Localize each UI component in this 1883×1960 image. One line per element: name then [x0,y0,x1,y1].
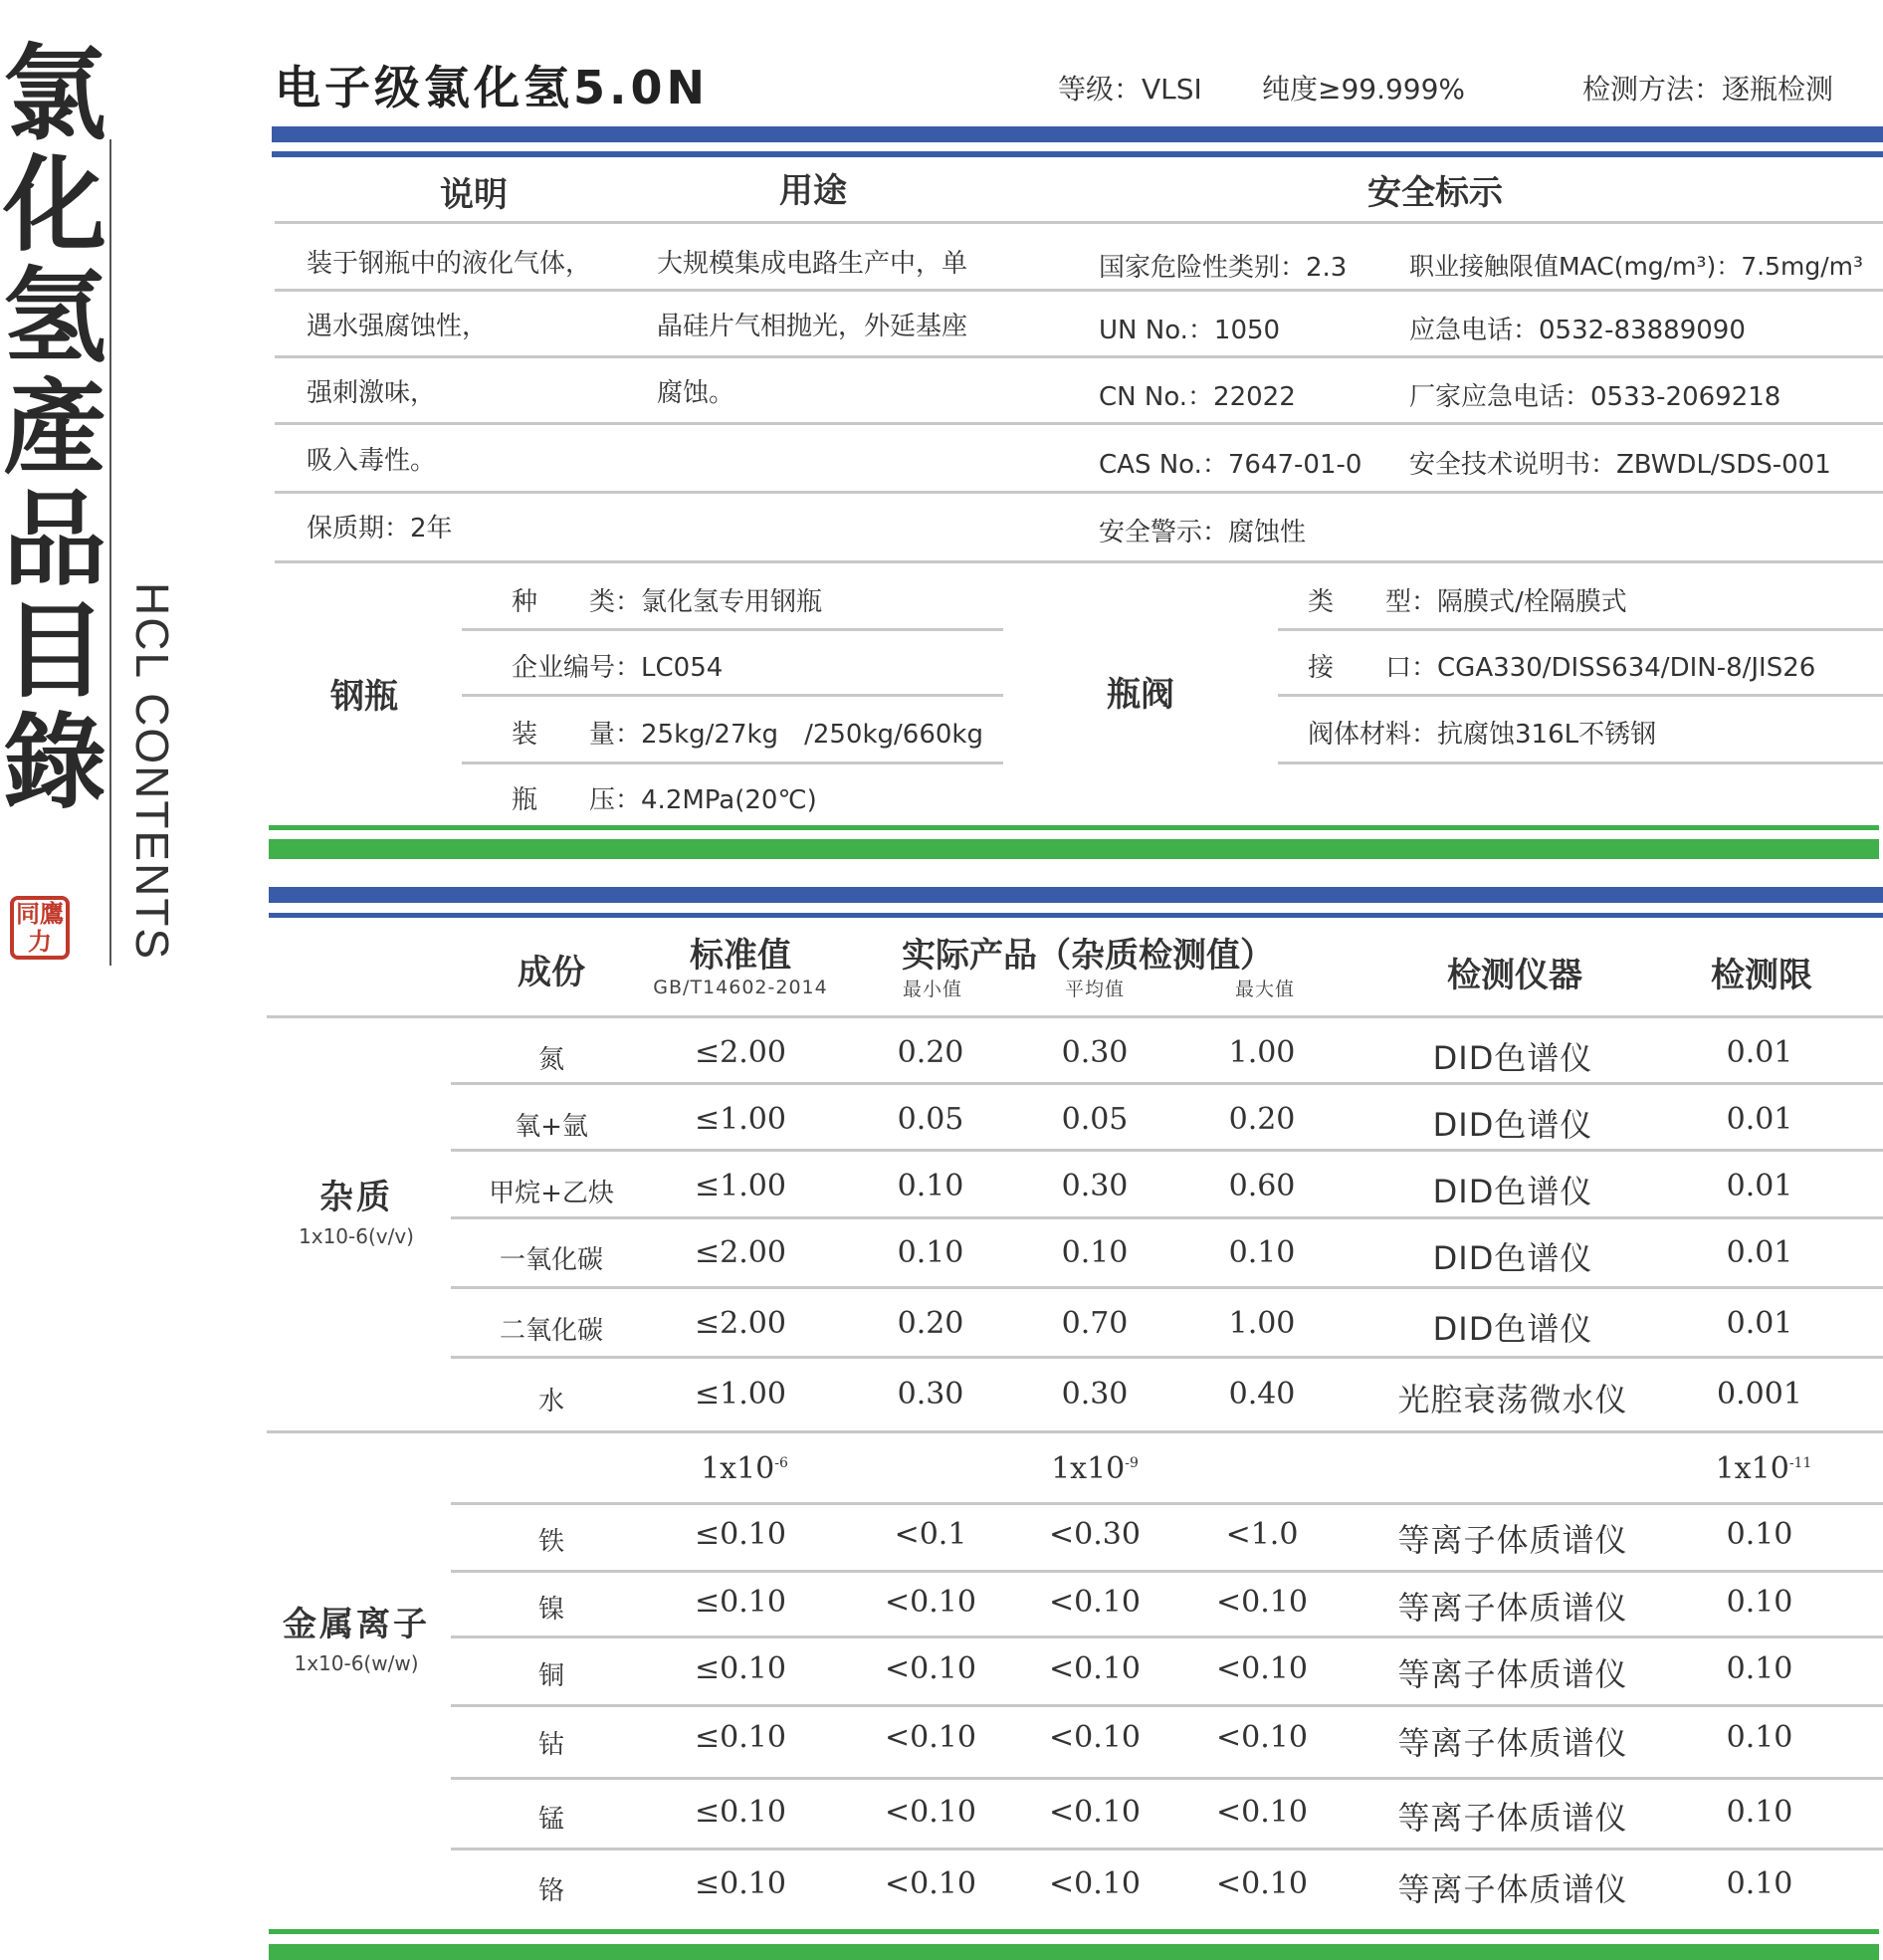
col-header-component: 成份 [518,953,585,992]
cell-limit: 0.10 [1726,1517,1793,1552]
cell-avg: <0.10 [1049,1585,1141,1620]
sidebar-subtitle: HCL CONTENTS [126,582,178,962]
sidebar-title-char: 氯 [2,32,106,154]
divider [451,1635,1883,1638]
cell-min: 0.05 [897,1102,964,1137]
divider [1278,694,1883,697]
cell-standard: ≤1.00 [695,1102,786,1137]
unit-exp: -11 [1788,1455,1812,1471]
cell-avg: 0.10 [1061,1235,1129,1270]
divider [451,1777,1883,1780]
seal-char: 同 [16,899,40,928]
divider [275,221,1883,224]
divider [275,422,1883,425]
green-bar [269,839,1879,859]
cell-standard: ≤1.00 [695,1377,786,1412]
cell-max: <0.10 [1216,1651,1308,1686]
cell-component: 二氧化碳 [499,1316,604,1346]
col-header-min: 最小值 [902,979,963,1000]
spec-value: CGA330/DISS634/DIN-8/JIS26 [1437,653,1816,683]
cell-instrument: DID色谱仪 [1432,1239,1593,1277]
metal-actual-unit [1051,1451,1139,1486]
divider [275,289,1883,292]
cell-standard: ≤2.00 [695,1235,786,1270]
group-name: 杂质 [319,1178,393,1217]
cell-instrument: 等离子体质谱仪 [1397,1655,1628,1693]
cell-avg: <0.10 [1049,1795,1141,1830]
cell-instrument: 等离子体质谱仪 [1397,1589,1628,1627]
cylinder-label: 钢瓶 [330,677,398,717]
safety-item: 国家危险性类别：2.3 [1099,253,1348,283]
sidebar-title-char: 氢 [2,255,106,377]
col-header-standard-sub: GB/T14602-2014 [653,977,828,998]
cell-instrument: DID色谱仪 [1432,1039,1593,1077]
cell-min: <0.10 [885,1795,976,1830]
cell-instrument: DID色谱仪 [1432,1106,1593,1144]
cell-limit: 0.01 [1726,1035,1793,1070]
safety-item: CAS No.：7647-01-0 [1099,450,1362,480]
divider [451,1356,1883,1359]
cell-max: <0.10 [1216,1795,1308,1830]
divider [451,1082,1883,1085]
col-header-standard: 标准值 [690,936,791,976]
seal-char: 鷹 [40,899,64,928]
cell-max: 1.00 [1228,1035,1296,1070]
spec-value: 4.2MPa(20℃) [641,785,817,815]
divider [267,1430,1883,1433]
divider [275,491,1883,494]
safety-item: 应急电话：0532-83889090 [1409,316,1746,345]
cylinder-spec [512,581,822,618]
cell-max: 1.00 [1228,1306,1296,1341]
desc-line: 装于钢瓶中的液化气体， [307,249,592,279]
cell-limit: 0.10 [1726,1585,1793,1620]
cell-standard: ≤2.00 [695,1035,786,1070]
divider [1278,762,1883,764]
cell-min: 0.10 [897,1235,964,1270]
cell-avg: 0.30 [1061,1035,1129,1070]
spec-key: 阀体材料： [1308,720,1438,750]
desc-heading: 说明 [440,175,508,215]
col-header-limit: 检测限 [1711,956,1812,995]
method-label: 检测方法：逐瓶检测 [1582,73,1834,106]
safety-item: UN No.：1050 [1099,316,1281,345]
cell-limit: 0.01 [1726,1102,1793,1137]
col-header-avg: 平均值 [1064,979,1126,1000]
desc-line: 吸入毒性。 [307,446,437,476]
group-unit: 1x10-6(w/w) [294,1651,419,1675]
spec-value: 抗腐蚀316L不锈钢 [1437,720,1657,750]
cell-standard: ≤0.10 [695,1866,786,1901]
unit-exp: -6 [774,1455,788,1471]
cell-max: 0.60 [1228,1169,1296,1203]
unit-exp: -9 [1125,1455,1139,1471]
metal-group-label [283,1597,430,1675]
green-thin-bar [269,825,1879,830]
desc-line: 保质期：2年 [307,514,453,544]
cell-component: 钴 [537,1730,565,1760]
usage-heading: 用途 [779,171,847,211]
cell-min: <0.1 [894,1517,967,1552]
spec-value: 隔膜式/栓隔膜式 [1437,587,1627,617]
purity-label: 纯度≥99.999% [1262,73,1466,106]
cell-max: <1.0 [1225,1517,1299,1552]
table-blue-bar [269,887,1883,903]
cylinder-spec [512,714,983,751]
cell-limit: 0.01 [1726,1235,1793,1270]
cell-limit: 0.01 [1726,1306,1793,1341]
footer-green-bar [269,1944,1879,1960]
cell-component: 镍 [537,1595,565,1625]
header-blue-bar [272,126,1883,142]
spec-key: 企业编号： [512,653,642,683]
divider [451,1502,1883,1505]
valve-spec [1308,714,1656,751]
cell-standard: ≤0.10 [695,1720,786,1755]
cell-standard: ≤0.10 [695,1795,786,1830]
cell-instrument: 等离子体质谱仪 [1397,1799,1628,1837]
usage-line: 腐蚀。 [657,378,735,408]
safety-heading: 安全标示 [1367,173,1503,213]
col-header-max: 最大值 [1234,979,1296,1000]
cell-standard: ≤0.10 [695,1585,786,1620]
sidebar-title-char: 錄 [2,701,106,823]
divider [451,1704,1883,1707]
safety-item: 安全警示：腐蚀性 [1099,518,1307,547]
safety-item: 安全技术说明书：ZBWDL/SDS-001 [1409,450,1831,480]
unit-base: 1x10 [1715,1451,1789,1486]
cell-min: 0.20 [897,1035,964,1070]
cell-limit: 0.001 [1717,1377,1802,1412]
divider [451,1848,1883,1851]
cell-avg: <0.10 [1049,1866,1141,1901]
divider [451,1149,1883,1152]
sidebar-title-char: 品 [2,478,106,600]
spec-key: 种 类： [512,587,642,617]
divider [462,628,1003,631]
cell-avg: <0.10 [1049,1720,1141,1755]
cell-max: <0.10 [1216,1720,1308,1755]
sidebar-title-char: 化 [2,143,106,266]
cell-min: <0.10 [885,1585,976,1620]
cell-min: 0.30 [897,1377,964,1412]
cell-component: 甲烷+乙炔 [489,1179,614,1208]
divider [275,560,1883,563]
red-seal-stamp [10,896,70,960]
header-blue-thin-bar [272,151,1883,157]
safety-item: 职业接触限值MAC(mg/m³)：7.5mg/m³ [1409,252,1863,281]
divider [451,1570,1883,1573]
seal-char: 力 [28,927,52,956]
divider [267,1015,1883,1018]
cell-min: <0.10 [885,1866,976,1901]
cell-avg: <0.30 [1049,1517,1141,1552]
usage-line: 晶硅片气相抛光，外延基座 [657,312,968,341]
cell-instrument: 等离子体质谱仪 [1397,1521,1628,1559]
sidebar-title-char: 目 [2,589,106,712]
valve-label: 瓶阀 [1107,675,1174,715]
product-title: 电子级氯化氢5.0N [275,61,709,114]
cell-component: 氮 [537,1045,565,1075]
grade-label: 等级：VLSI [1058,73,1202,106]
cell-min: <0.10 [885,1651,976,1686]
spec-value: LC054 [641,653,724,683]
cell-min: 0.10 [897,1169,964,1203]
valve-spec [1308,581,1627,618]
divider [275,355,1883,358]
spec-key: 瓶 压： [512,785,642,815]
cell-max: <0.10 [1216,1585,1308,1620]
safety-item: CN No.：22022 [1099,382,1296,412]
metal-std-unit [701,1451,788,1486]
cell-max: 0.20 [1228,1102,1296,1137]
cell-component: 锰 [537,1805,565,1835]
cell-standard: ≤0.10 [695,1517,786,1552]
cell-max: 0.40 [1228,1377,1296,1412]
divider [451,1216,1883,1219]
cell-avg: 0.30 [1061,1169,1129,1203]
cell-limit: 0.10 [1726,1866,1793,1901]
cell-component: 铜 [537,1661,565,1691]
col-header-actual: 实际产品（杂质检测值） [902,936,1274,976]
cell-component: 铬 [537,1876,565,1906]
table-blue-thin-bar [269,913,1883,918]
unit-base: 1x10 [1051,1451,1126,1486]
cell-instrument: DID色谱仪 [1432,1310,1593,1348]
cell-component: 氧+氩 [515,1112,588,1142]
cell-limit: 0.01 [1726,1169,1793,1203]
cell-component: 水 [537,1387,565,1416]
cell-limit: 0.10 [1726,1720,1793,1755]
spec-key: 类 型： [1308,587,1438,617]
cell-avg: 0.70 [1061,1306,1129,1341]
divider [462,694,1003,697]
cylinder-spec [512,779,817,816]
cell-max: <0.10 [1216,1866,1308,1901]
cylinder-spec [512,647,723,684]
group-unit: 1x10-6(v/v) [299,1224,414,1248]
metal-limit-unit [1716,1451,1812,1486]
cell-avg: 0.05 [1061,1102,1129,1137]
sidebar-title [0,32,109,823]
footer-green-thin-bar [269,1929,1879,1934]
cell-component: 铁 [537,1527,565,1557]
spec-key: 装 量： [512,720,642,750]
divider [451,1286,1883,1289]
cell-max: 0.10 [1228,1235,1296,1270]
divider [462,762,1003,764]
spec-key: 接 口： [1308,653,1438,683]
cell-standard: ≤2.00 [695,1306,786,1341]
spec-value: 氯化氢专用钢瓶 [641,587,823,617]
sidebar-title-char: 產 [2,366,106,489]
divider [1278,628,1883,631]
spec-value: 25kg/27kg /250kg/660kg [641,720,983,750]
cell-instrument: DID色谱仪 [1432,1173,1593,1210]
cell-limit: 0.10 [1726,1795,1793,1830]
cell-component: 一氧化碳 [499,1245,604,1275]
desc-line: 强刺激味， [307,378,437,408]
impurity-group-label [299,1170,414,1248]
cell-avg: 0.30 [1061,1377,1129,1412]
desc-line: 遇水强腐蚀性， [307,312,489,341]
safety-item: 厂家应急电话：0533-2069218 [1409,382,1781,412]
cell-instrument: 等离子体质谱仪 [1397,1724,1628,1762]
unit-base: 1x10 [701,1451,775,1486]
cell-instrument: 等离子体质谱仪 [1397,1870,1628,1908]
cell-min: <0.10 [885,1720,976,1755]
group-name: 金属离子 [283,1605,430,1644]
cell-standard: ≤1.00 [695,1169,786,1203]
usage-line: 大规模集成电路生产中，单 [657,249,968,279]
col-header-instrument: 检测仪器 [1447,956,1582,995]
cell-min: 0.20 [897,1306,964,1341]
cell-limit: 0.10 [1726,1651,1793,1686]
cell-instrument: 光腔衰荡微水仪 [1397,1381,1628,1418]
cell-standard: ≤0.10 [695,1651,786,1686]
cell-avg: <0.10 [1049,1651,1141,1686]
valve-spec [1308,647,1815,684]
sidebar-divider [109,139,111,966]
